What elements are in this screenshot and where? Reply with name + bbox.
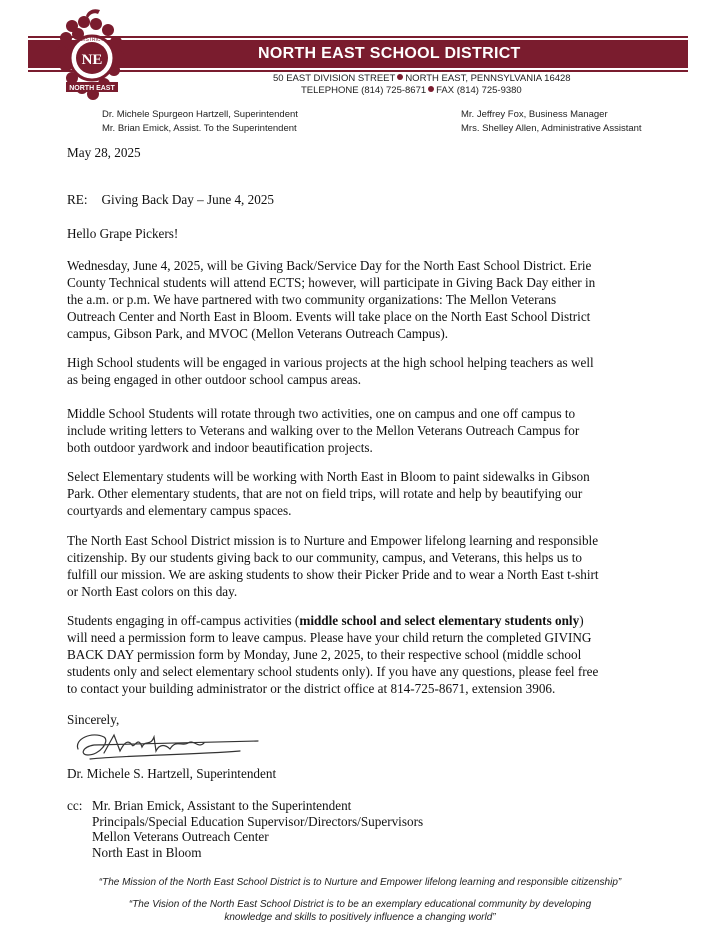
paragraph-permission bbox=[67, 612, 649, 697]
paragraph-line: courtyards and elementary campus spaces. bbox=[67, 503, 292, 518]
paragraph-line: or North East colors on this day. bbox=[67, 584, 238, 599]
cc-recipient: North East in Bloom bbox=[92, 844, 202, 860]
district-name: NORTH EAST SCHOOL DISTRICT bbox=[258, 45, 521, 62]
staff-list-right bbox=[461, 108, 642, 136]
paragraph-line: High School students will be engaged in various projects at the high school helping teachers as well bbox=[67, 355, 594, 370]
district-telephone: TELEPHONE (814) 725-8671 bbox=[301, 85, 427, 96]
paragraph-line: the a.m. or p.m. We have partnered with two community organizations: The Mellon Veterans bbox=[67, 292, 557, 307]
paragraph-line: as being engaged in other outdoor school campus areas. bbox=[67, 372, 362, 387]
paragraph-line: fulfill our mission. We are asking students to show their Picker Pride and to wear a North East t-shirt bbox=[67, 567, 599, 582]
cc-label: cc: bbox=[67, 798, 83, 813]
district-address bbox=[255, 73, 571, 97]
paragraph-line: BACK DAY permission form by Monday, June 2, 2025, to their respective school (middle school bbox=[67, 647, 582, 662]
cc-recipient: Principals/Special Education Supervisor/Directors/Supervisors bbox=[92, 813, 424, 829]
paragraph-line: Outreach Center and North East in Bloom. Events will take place on the North East School District bbox=[67, 309, 591, 324]
district-fax: FAX (814) 725-9380 bbox=[436, 85, 522, 96]
paragraph-high-school bbox=[67, 354, 649, 388]
vision-line: knowledge and skills to positively influence a changing world” bbox=[224, 912, 496, 923]
subject-label: RE: bbox=[67, 192, 88, 207]
paragraph-line: Wednesday, June 4, 2025, will be Giving Back/Service Day for the North East School District. Erie bbox=[67, 258, 592, 273]
svg-text:NORTH EAST: NORTH EAST bbox=[69, 85, 115, 92]
staff-superintendent: Dr. Michele Spurgeon Hartzell, Superintendent bbox=[102, 109, 298, 120]
paragraph-line: campus, Gibson Park, and MVOC (Mellon Veterans Outreach Campus). bbox=[67, 326, 449, 341]
cc-recipients bbox=[92, 797, 423, 859]
letter-closing: Sincerely, bbox=[67, 712, 120, 727]
paragraph-line: Middle School Students will rotate through two activities, one on campus and one off campus to bbox=[67, 406, 576, 421]
paragraph-line: citizenship. By our students giving back to our community, campus, and Veterans, this helps us to bbox=[67, 550, 582, 565]
staff-business-manager: Mr. Jeffrey Fox, Business Manager bbox=[461, 109, 608, 120]
paragraph-elementary bbox=[67, 468, 649, 519]
vision-statement bbox=[0, 898, 720, 924]
paragraph-overview bbox=[67, 257, 649, 342]
paragraph-line: will need a permission form to leave campus. Please have your child return the completed GIVING bbox=[67, 630, 592, 645]
handwritten-signature bbox=[70, 725, 260, 765]
signer-name: Dr. Michele S. Hartzell, Superintendent bbox=[67, 766, 277, 781]
paragraph-line: County Technical students will attend ECTS; however, will participate in Giving Back Day either in bbox=[67, 275, 596, 290]
bullet-dot-icon bbox=[428, 86, 434, 92]
staff-list-left bbox=[102, 108, 298, 136]
paragraph-line: to contact your building administrator or the district office at 814-725-8671, extension 3906. bbox=[67, 681, 556, 696]
vision-line: “The Vision of the North East School District is to be an exemplary educational community by developing bbox=[128, 899, 592, 910]
cc-recipient: Mr. Brian Emick, Assistant to the Superintendent bbox=[92, 798, 352, 813]
permission-intro: Students engaging in off-campus activities ( bbox=[67, 613, 300, 628]
address-city: NORTH EAST, PENNSYLVANIA 16428 bbox=[405, 73, 571, 84]
paragraph-line: students only and select elementary school students only). If you have any questions, please feel free bbox=[67, 664, 599, 679]
cc-recipient: Mellon Veterans Outreach Center bbox=[92, 829, 269, 844]
svg-text:DISTRICT: DISTRICT bbox=[80, 37, 104, 43]
address-street: 50 EAST DIVISION STREET bbox=[273, 73, 396, 84]
paragraph-mission bbox=[67, 532, 649, 600]
paragraph-line: The North East School District mission is to Nurture and Empower lifelong learning and responsible bbox=[67, 533, 599, 548]
mission-statement: “The Mission of the North East School District is to Nurture and Empower lifelong learning and responsible citizenship” bbox=[98, 877, 622, 888]
letter-greeting: Hello Grape Pickers! bbox=[67, 226, 179, 241]
paragraph-line bbox=[67, 612, 649, 629]
paragraph-line: Select Elementary students will be working with North East in Bloom to paint sidewalks in Gibson bbox=[67, 469, 590, 484]
bullet-dot-icon bbox=[397, 74, 403, 80]
svg-text:NE: NE bbox=[81, 52, 103, 68]
paragraph-line: include writing letters to Veterans and walking over to the Mellon Veterans Outreach Campus for bbox=[67, 423, 580, 438]
permission-emphasis: middle school and select elementary students only bbox=[299, 613, 580, 628]
paragraph-line: Park. Other elementary students, that are not on field trips, will rotate and help by beautifying our bbox=[67, 486, 583, 501]
staff-administrative-assistant: Mrs. Shelley Allen, Administrative Assistant bbox=[461, 123, 642, 134]
permission-close-paren: ) bbox=[579, 613, 584, 628]
paragraph-middle-school bbox=[67, 405, 649, 456]
letterhead bbox=[0, 0, 720, 140]
subject-text: Giving Back Day – June 4, 2025 bbox=[101, 192, 275, 207]
letter-date: May 28, 2025 bbox=[67, 145, 141, 160]
district-logo bbox=[42, 8, 138, 104]
paragraph-line: both outdoor yardwork and indoor beautification projects. bbox=[67, 440, 373, 455]
letter-subject bbox=[67, 191, 274, 208]
staff-assistant-superintendent: Mr. Brian Emick, Assist. To the Superintendent bbox=[102, 123, 297, 134]
